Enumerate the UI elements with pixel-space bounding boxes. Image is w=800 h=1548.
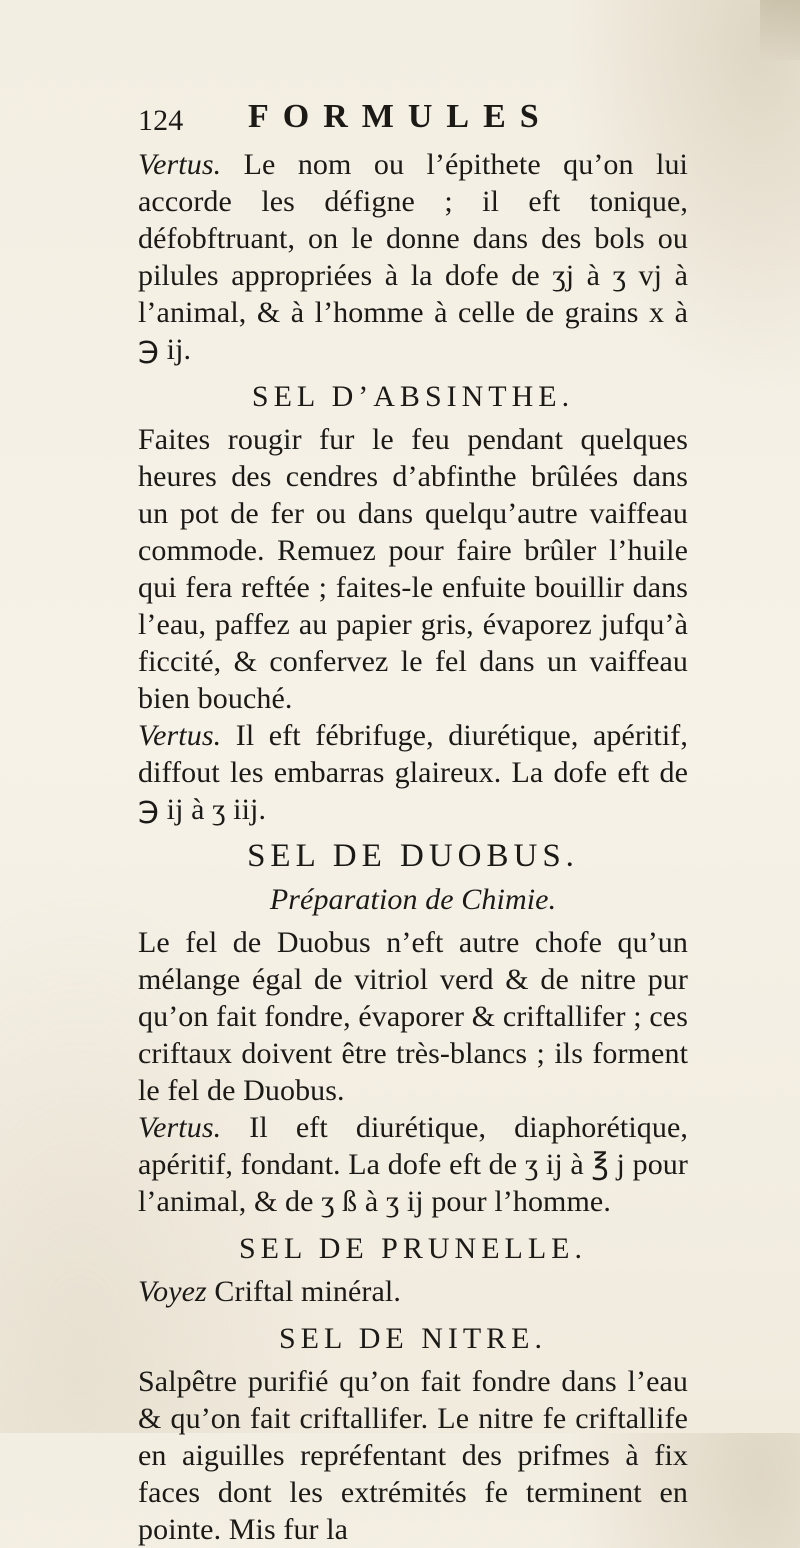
paragraph-vertus-sel-absinthe <box>138 717 688 828</box>
paragraph-text: Il eft fébrifuge, diurétique, apéritif, diffout les embarras glaireux. La dofe eft de ℈ ij à ʒ iij. <box>138 719 688 826</box>
paragraph-text: Criftal minéral. <box>206 1275 401 1308</box>
paragraph-text: Il eft diurétique, diaphorétique, apéritif, fondant. La dofe eft de ʒ ij à ℥ j pour l’animal, & de ʒ ß à ʒ ij pour l’homme. <box>138 1111 688 1218</box>
running-head <box>138 98 688 144</box>
paragraph-vertus-absinthe <box>138 146 688 368</box>
page-number: 124 <box>138 104 184 137</box>
paragraph-description-nitre <box>138 1363 688 1548</box>
section-heading-sel-absinthe: SEL D’ABSINTHE. <box>251 380 575 413</box>
paragraph-description-duobus <box>138 924 688 1109</box>
section-subheading: Préparation de Chimie. <box>269 883 557 916</box>
page-text-block <box>138 98 688 1548</box>
paragraph-vertus-duobus <box>138 1109 688 1220</box>
page-stain <box>760 0 800 60</box>
section-heading-sel-nitre: SEL DE NITRE. <box>278 1322 548 1355</box>
paragraph-text: Le fel de Duobus n’eft autre chofe qu’un mélange égal de vitriol verd & de nitre pur qu’on fait fondre, évaporer & criftallifer ; ces criftaux doivent être très-blancs ; ils forment le fel de Duobus. <box>138 926 688 1107</box>
section-heading-sel-prunelle: SEL DE PRUNELLE. <box>238 1232 588 1265</box>
paragraph-label: Voyez <box>138 1275 207 1308</box>
paragraph-cross-reference <box>138 1273 688 1310</box>
header-title: FORMULES <box>248 98 553 135</box>
section-heading-sel-duobus: SEL DE DUOBUS. <box>247 838 579 874</box>
paragraph-text: Faites rougir fur le feu pendant quelques heures des cendres d’abfinthe brûlées dans un pot de fer ou dans quelqu’autre vaiffeau commode. Remuez pour faire brûler l’huile qui fera reftée ; faites-le enfuite bouillir dans l’eau, paffez au papier gris, évaporez jufqu’à ficcité, & confervez le fel dans un vaiffeau bien bouché. <box>138 423 688 715</box>
paragraph-text: Le nom ou l’épithete qu’on lui accorde les défigne ; il eft tonique, défobftruant, on le donne dans des bols ou pilules appropriées à la dofe de ʒj à ʒ vj à l’animal, & à l’homme à celle de grains x à ℈ ij. <box>138 148 688 366</box>
paragraph-label: Vertus. <box>138 719 222 752</box>
paragraph-label: Vertus. <box>138 148 222 181</box>
paragraph-text: Salpêtre purifié qu’on fait fondre dans l’eau & qu’on fait criftallifer. Le nitre fe criftallife en aiguilles repréfentant des prifmes à fix faces dont les extrémités fe terminent en pointe. Mis fur la <box>138 1365 688 1546</box>
paragraph-preparation-absinthe <box>138 421 688 717</box>
paragraph-label: Vertus. <box>138 1111 222 1144</box>
